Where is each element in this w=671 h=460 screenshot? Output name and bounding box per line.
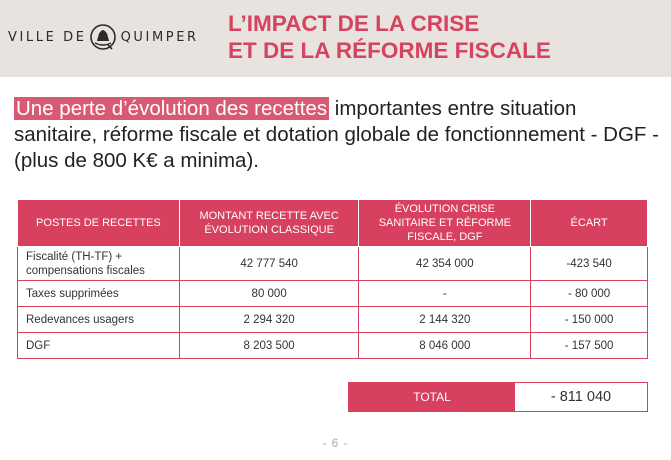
crisis-amount: 8 046 000 <box>359 333 531 359</box>
city-logo <box>8 22 199 52</box>
table-row <box>18 281 648 307</box>
crisis-amount: - <box>359 281 531 307</box>
total-value: - 811 040 <box>550 389 612 405</box>
logo-text-right: QUIMPER <box>120 29 199 45</box>
intro-paragraph <box>14 96 664 174</box>
classic-amount: 42 777 540 <box>179 247 359 281</box>
crisis-amount: 42 354 000 <box>359 247 531 281</box>
intro-text: importantes entre situation sanitaire, réforme fiscale et dotation globale de fonctionnement - DGF - (plus de 800 K€ a minima). <box>14 97 659 172</box>
table-row <box>18 307 648 333</box>
gap-amount: - 157 500 <box>531 333 648 359</box>
page-title <box>228 10 658 64</box>
column-header: MONTANT RECETTE AVEC ÉVOLUTION CLASSIQUE <box>179 200 359 247</box>
classic-amount: 2 294 320 <box>179 307 359 333</box>
total-label: TOTAL <box>349 383 515 411</box>
total-box <box>348 382 648 412</box>
header-band <box>0 0 671 77</box>
classic-amount: 8 203 500 <box>179 333 359 359</box>
gap-amount: -423 540 <box>531 247 648 281</box>
row-label: Redevances usagers <box>18 307 180 333</box>
row-label: DGF <box>18 333 180 359</box>
title-line-2: ET DE LA RÉFORME FISCALE <box>228 38 551 63</box>
revenue-table <box>17 199 648 359</box>
table-row <box>18 247 648 281</box>
table-header-row <box>18 200 648 247</box>
page-number: - 6 - <box>322 436 349 450</box>
column-header: ÉCART <box>531 200 648 247</box>
gap-amount: - 80 000 <box>531 281 648 307</box>
gap-amount: - 150 000 <box>531 307 648 333</box>
row-label: Fiscalité (TH-TF) + compensations fiscales <box>18 247 180 281</box>
logo-text-left: VILLE DE <box>8 29 87 45</box>
crisis-amount: 2 144 320 <box>359 307 531 333</box>
table-row <box>18 333 648 359</box>
column-header: ÉVOLUTION CRISE SANITAIRE ET RÉFORME FISCALE, DGF <box>359 200 531 247</box>
title-line-1: L’IMPACT DE LA CRISE <box>228 11 480 36</box>
city-emblem-icon <box>89 23 117 51</box>
row-label: Taxes supprimées <box>18 281 180 307</box>
intro-highlight: Une perte d’évolution des recettes <box>16 97 328 120</box>
classic-amount: 80 000 <box>179 281 359 307</box>
column-header: POSTES DE RECETTES <box>18 200 180 247</box>
